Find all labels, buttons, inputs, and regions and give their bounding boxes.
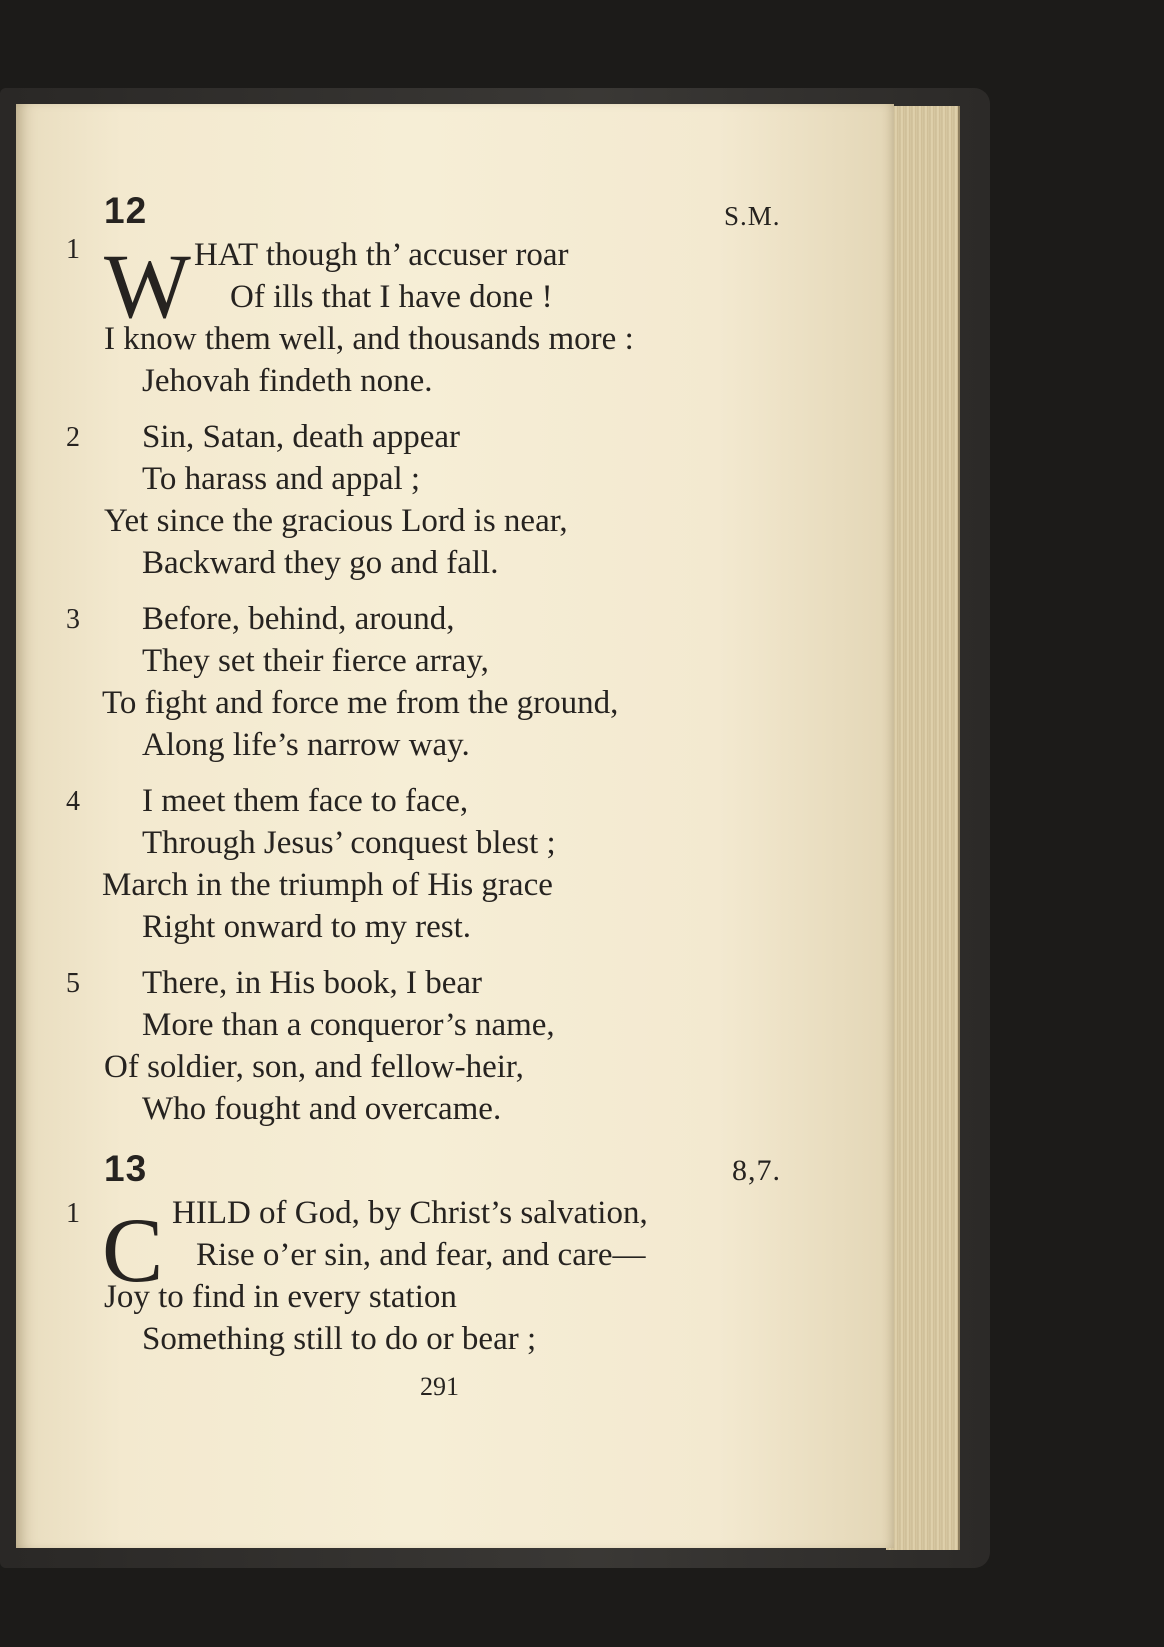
verse-number: 1: [66, 1198, 80, 1229]
verse-line: Something still to do or bear ;: [142, 1321, 537, 1357]
verse-line: Who fought and overcame.: [142, 1091, 502, 1127]
verse-line: More than a conqueror’s name,: [142, 1007, 555, 1043]
verse-line: Right onward to my rest.: [142, 909, 472, 945]
page-number: 291: [420, 1372, 459, 1401]
hymn-meter: 8,7.: [732, 1154, 781, 1187]
verse-line: I meet them face to face,: [142, 783, 469, 819]
verse-line: HAT though th’ accuser roar: [194, 237, 569, 273]
hymn-meter: S.M.: [724, 201, 781, 231]
verse-number: 5: [66, 968, 80, 999]
verse-line: Of soldier, son, and fellow-heir,: [104, 1049, 524, 1085]
verse-line: Rise o’er sin, and fear, and care—: [196, 1237, 646, 1273]
verse-line: March in the triumph of His grace: [102, 867, 553, 903]
page-content: [16, 104, 894, 1548]
verse-line: Before, behind, around,: [142, 601, 455, 637]
verse-line: Backward they go and fall.: [142, 545, 499, 581]
verse-line: Joy to find in every station: [104, 1279, 457, 1315]
book-page: [16, 104, 894, 1548]
verse-number: 2: [66, 422, 80, 453]
drop-cap: W: [104, 235, 191, 337]
verse-line: Of ills that I have done !: [230, 279, 553, 315]
verse-line: Along life’s narrow way.: [142, 727, 470, 763]
verse-line: I know them well, and thousands more :: [104, 321, 634, 357]
verse-line: They set their fierce array,: [142, 643, 489, 679]
page-edges: [886, 106, 960, 1550]
verse-line: Jehovah findeth none.: [142, 363, 433, 399]
verse-line: Sin, Satan, death appear: [142, 419, 460, 455]
verse-number: 3: [66, 604, 80, 635]
verse-line: There, in His book, I bear: [142, 965, 482, 1001]
hymn-number: 12: [104, 190, 148, 231]
verse-line: Yet since the gracious Lord is near,: [104, 503, 568, 539]
verse-line: HILD of God, by Christ’s salvation,: [172, 1195, 648, 1231]
verse-number: 4: [66, 786, 80, 817]
verse-number: 1: [66, 234, 80, 265]
hymn-number: 13: [104, 1148, 148, 1189]
verse-line: To harass and appal ;: [142, 461, 421, 497]
drop-cap: C: [102, 1199, 164, 1301]
verse-line: Through Jesus’ conquest blest ;: [142, 825, 556, 861]
verse-line: To fight and force me from the ground,: [102, 685, 619, 721]
